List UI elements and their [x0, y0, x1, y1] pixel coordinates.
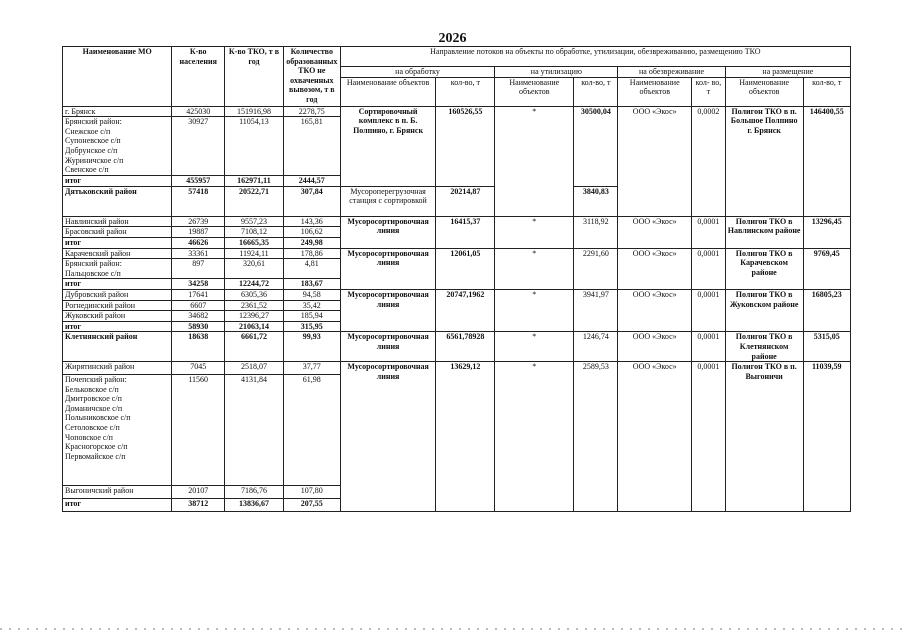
header-util-name: Наименование объектов — [495, 77, 574, 106]
header-disp-name: Наименование объектов — [725, 77, 803, 106]
cell-population: 455957 — [172, 176, 225, 187]
cell-tko: 2361,52 — [225, 300, 284, 311]
cell-neut-name: ООО «Экос» — [618, 362, 692, 512]
table-row — [63, 332, 851, 362]
header-neut-name: Наименование объектов — [618, 77, 692, 106]
cell-tko: 7186,76 — [225, 486, 284, 499]
cell-mo: итог — [63, 237, 172, 248]
cell-tko: 20522,71 — [225, 186, 284, 216]
table-row — [63, 216, 851, 227]
cell-mo: итог — [63, 499, 172, 512]
cell-disp-name: Полигон ТКО в Карачевском районе — [725, 248, 803, 289]
header-directions: Направление потоков на объекты по обработке, утилизации, обезвреживанию, размещению ТКО — [340, 47, 850, 67]
cell-proc-qty: 12061,05 — [436, 248, 495, 289]
cell-population: 7045 — [172, 362, 225, 375]
cell-population: 33361 — [172, 248, 225, 259]
cell-uncovered: 165,81 — [283, 117, 340, 176]
cell-tko: 11924,11 — [225, 248, 284, 259]
cell-proc-qty: 6561,78928 — [436, 332, 495, 362]
table-row — [63, 362, 851, 375]
cell-proc-name: Мусоросортировочная линия — [340, 216, 436, 248]
cell-proc-name: Мусоросортировочная линия — [340, 289, 436, 331]
cell-util-name: * — [495, 289, 574, 331]
header-population: К-во населения — [172, 47, 225, 107]
cell-tko: 21063,14 — [225, 321, 284, 332]
cell-population: 34258 — [172, 279, 225, 290]
cell-uncovered: 143,36 — [283, 216, 340, 227]
table-row — [63, 248, 851, 259]
cell-population: 11560 — [172, 375, 225, 486]
cell-proc-name: Мусороперегрузочная станция с сортировкой — [340, 186, 436, 216]
cell-tko: 2518,07 — [225, 362, 284, 375]
header-processing: на обработку — [340, 67, 495, 78]
cell-uncovered: 2444,57 — [283, 176, 340, 187]
cell-tko: 162971,11 — [225, 176, 284, 187]
cell-proc-name: Мусоросортировочная линия — [340, 332, 436, 362]
table-row — [63, 289, 851, 300]
cell-tko: 11054,13 — [225, 117, 284, 176]
cell-mo: Рогнединский район — [63, 300, 172, 311]
cell-disp-name: Полигон ТКО в п. Выгоничи — [725, 362, 803, 512]
header-util-qty: кол-во, т — [574, 77, 618, 106]
cell-util-name: * — [495, 332, 574, 362]
cell-uncovered: 185,94 — [283, 311, 340, 322]
cell-uncovered: 307,84 — [283, 186, 340, 216]
cell-neut-name: ООО «Экос» — [618, 332, 692, 362]
cell-uncovered: 37,77 — [283, 362, 340, 375]
cell-disp-qty: 13296,45 — [803, 216, 850, 248]
cell-util-qty: 2589,53 — [574, 362, 618, 512]
cell-neut-qty: 0,0001 — [692, 216, 726, 248]
header-neutralization: на обезвреживание — [618, 67, 725, 78]
cell-neut-name: ООО «Экос» — [618, 289, 692, 331]
cell-uncovered: 315,95 — [283, 321, 340, 332]
cell-neut-qty: 0,0001 — [692, 289, 726, 331]
cell-mo: итог — [63, 176, 172, 187]
cell-population: 6607 — [172, 300, 225, 311]
cell-proc-qty: 16415,37 — [436, 216, 495, 248]
header-utilization: на утилизацию — [495, 67, 618, 78]
cell-population: 57418 — [172, 186, 225, 216]
cell-proc-name: Сортировочный комплекс в п. Б. Полпино, г. Брянск — [340, 106, 436, 186]
cell-disp-qty: 5315,05 — [803, 332, 850, 362]
cell-mo: Клетнянский район — [63, 332, 172, 362]
cell-util-qty: 2291,60 — [574, 248, 618, 289]
cell-disp-qty: 11039,59 — [803, 362, 850, 512]
cell-mo: Брянский район: Снежское с/п Супоневское с/п Добрунское с/п Журиничское с/п Свенское с/п — [63, 117, 172, 176]
cell-tko: 6661,72 — [225, 332, 284, 362]
cell-population: 30927 — [172, 117, 225, 176]
header-disposal: на размещение — [725, 67, 850, 78]
cell-mo: Жирятинский район — [63, 362, 172, 375]
cell-neut-name: ООО «Экос» — [618, 106, 692, 216]
cell-uncovered: 183,67 — [283, 279, 340, 290]
table-row — [63, 106, 851, 117]
cell-uncovered: 35,42 — [283, 300, 340, 311]
cell-tko: 151916,98 — [225, 106, 284, 117]
cell-population: 26739 — [172, 216, 225, 227]
cell-uncovered: 4,81 — [283, 259, 340, 279]
cell-util-name: * — [495, 362, 574, 512]
cell-disp-name: Полигон ТКО в Жуковском районе — [725, 289, 803, 331]
cell-tko: 12396,27 — [225, 311, 284, 322]
cell-util-qty: 1246,74 — [574, 332, 618, 362]
cell-uncovered: 107,80 — [283, 486, 340, 499]
cell-mo: Дятьковский район — [63, 186, 172, 216]
cell-proc-name: Мусоросортировочная линия — [340, 248, 436, 289]
cell-uncovered: 178,86 — [283, 248, 340, 259]
cell-tko: 6305,36 — [225, 289, 284, 300]
cell-population: 58930 — [172, 321, 225, 332]
cell-population: 38712 — [172, 499, 225, 512]
cell-population: 19887 — [172, 227, 225, 238]
cell-util-name: * — [495, 106, 574, 216]
cell-proc-qty: 13629,12 — [436, 362, 495, 512]
cell-proc-name: Мусоросортировочная линия — [340, 362, 436, 512]
cell-population: 34682 — [172, 311, 225, 322]
cell-mo: итог — [63, 321, 172, 332]
cell-population: 18638 — [172, 332, 225, 362]
cell-proc-qty: 20747,1962 — [436, 289, 495, 331]
cell-uncovered: 106,62 — [283, 227, 340, 238]
cell-neut-qty: 0,0001 — [692, 332, 726, 362]
cell-mo: Почепский район: Бельковское с/п Дмитровское с/п Доманичское с/п Полыниковское с/п Сетоловское с/п Чоповское с/п Красногорское с/п Первомайское с/п — [63, 375, 172, 486]
header-proc-qty: кол-во, т — [436, 77, 495, 106]
cell-mo: Брасовский район — [63, 227, 172, 238]
cell-mo: Брянский район: Пальцовское с/п — [63, 259, 172, 279]
cell-util-name: * — [495, 216, 574, 248]
cell-mo: г. Брянск — [63, 106, 172, 117]
cell-util-qty: 3941,97 — [574, 289, 618, 331]
cell-neut-name: ООО «Экос» — [618, 216, 692, 248]
cell-mo: Выгоничский район — [63, 486, 172, 499]
waste-flow-table — [62, 46, 851, 512]
cell-uncovered: 249,98 — [283, 237, 340, 248]
cell-uncovered: 94,58 — [283, 289, 340, 300]
cell-disp-name: Полигон ТКО в Клетнянском районе — [725, 332, 803, 362]
cell-tko: 9557,23 — [225, 216, 284, 227]
cell-neut-qty: 0,0001 — [692, 248, 726, 289]
cell-mo: Навлинский район — [63, 216, 172, 227]
header-neut-qty: кол- во, т — [692, 77, 726, 106]
cell-tko: 320,61 — [225, 259, 284, 279]
cell-disp-qty: 146400,55 — [803, 106, 850, 216]
cell-tko: 4131,84 — [225, 375, 284, 486]
scan-edge-dots — [0, 628, 905, 630]
cell-disp-qty: 9769,45 — [803, 248, 850, 289]
cell-neut-qty: 0,0002 — [692, 106, 726, 216]
header-tko-year: К-во ТКО, т в год — [225, 47, 284, 107]
cell-population: 897 — [172, 259, 225, 279]
cell-tko: 16665,35 — [225, 237, 284, 248]
header-proc-name: Наименование объектов — [340, 77, 436, 106]
cell-proc-qty: 160526,55 — [436, 106, 495, 186]
cell-proc-qty: 20214,87 — [436, 186, 495, 216]
cell-disp-name: Полигон ТКО в п. Большое Полпино г. Брянск — [725, 106, 803, 216]
cell-mo: Дубровский район — [63, 289, 172, 300]
cell-mo: Жуковский район — [63, 311, 172, 322]
cell-tko: 7108,12 — [225, 227, 284, 238]
cell-population: 20107 — [172, 486, 225, 499]
header-disp-qty: кол-во, т — [803, 77, 850, 106]
cell-util-qty: 3840,83 — [574, 186, 618, 216]
cell-neut-qty: 0,0001 — [692, 362, 726, 512]
header-uncovered: Количество образованных ТКО не охваченных вывозом, т в год — [283, 47, 340, 107]
cell-util-qty: 3118,92 — [574, 216, 618, 248]
cell-population: 46626 — [172, 237, 225, 248]
cell-uncovered: 2278,75 — [283, 106, 340, 117]
cell-population: 17641 — [172, 289, 225, 300]
cell-uncovered: 207,55 — [283, 499, 340, 512]
cell-disp-name: Полигон ТКО в Навлинском районе — [725, 216, 803, 248]
cell-population: 425030 — [172, 106, 225, 117]
cell-uncovered: 61,98 — [283, 375, 340, 486]
cell-mo: итог — [63, 279, 172, 290]
cell-tko: 12244,72 — [225, 279, 284, 290]
cell-neut-name: ООО «Экос» — [618, 248, 692, 289]
cell-mo: Карачевский район — [63, 248, 172, 259]
cell-disp-qty: 16805,23 — [803, 289, 850, 331]
cell-util-qty: 30500,04 — [574, 106, 618, 186]
page-title: 2026 — [438, 31, 467, 46]
cell-tko: 13836,67 — [225, 499, 284, 512]
cell-util-name: * — [495, 248, 574, 289]
header-mo: Наименование МО — [63, 47, 172, 107]
cell-uncovered: 99,93 — [283, 332, 340, 362]
